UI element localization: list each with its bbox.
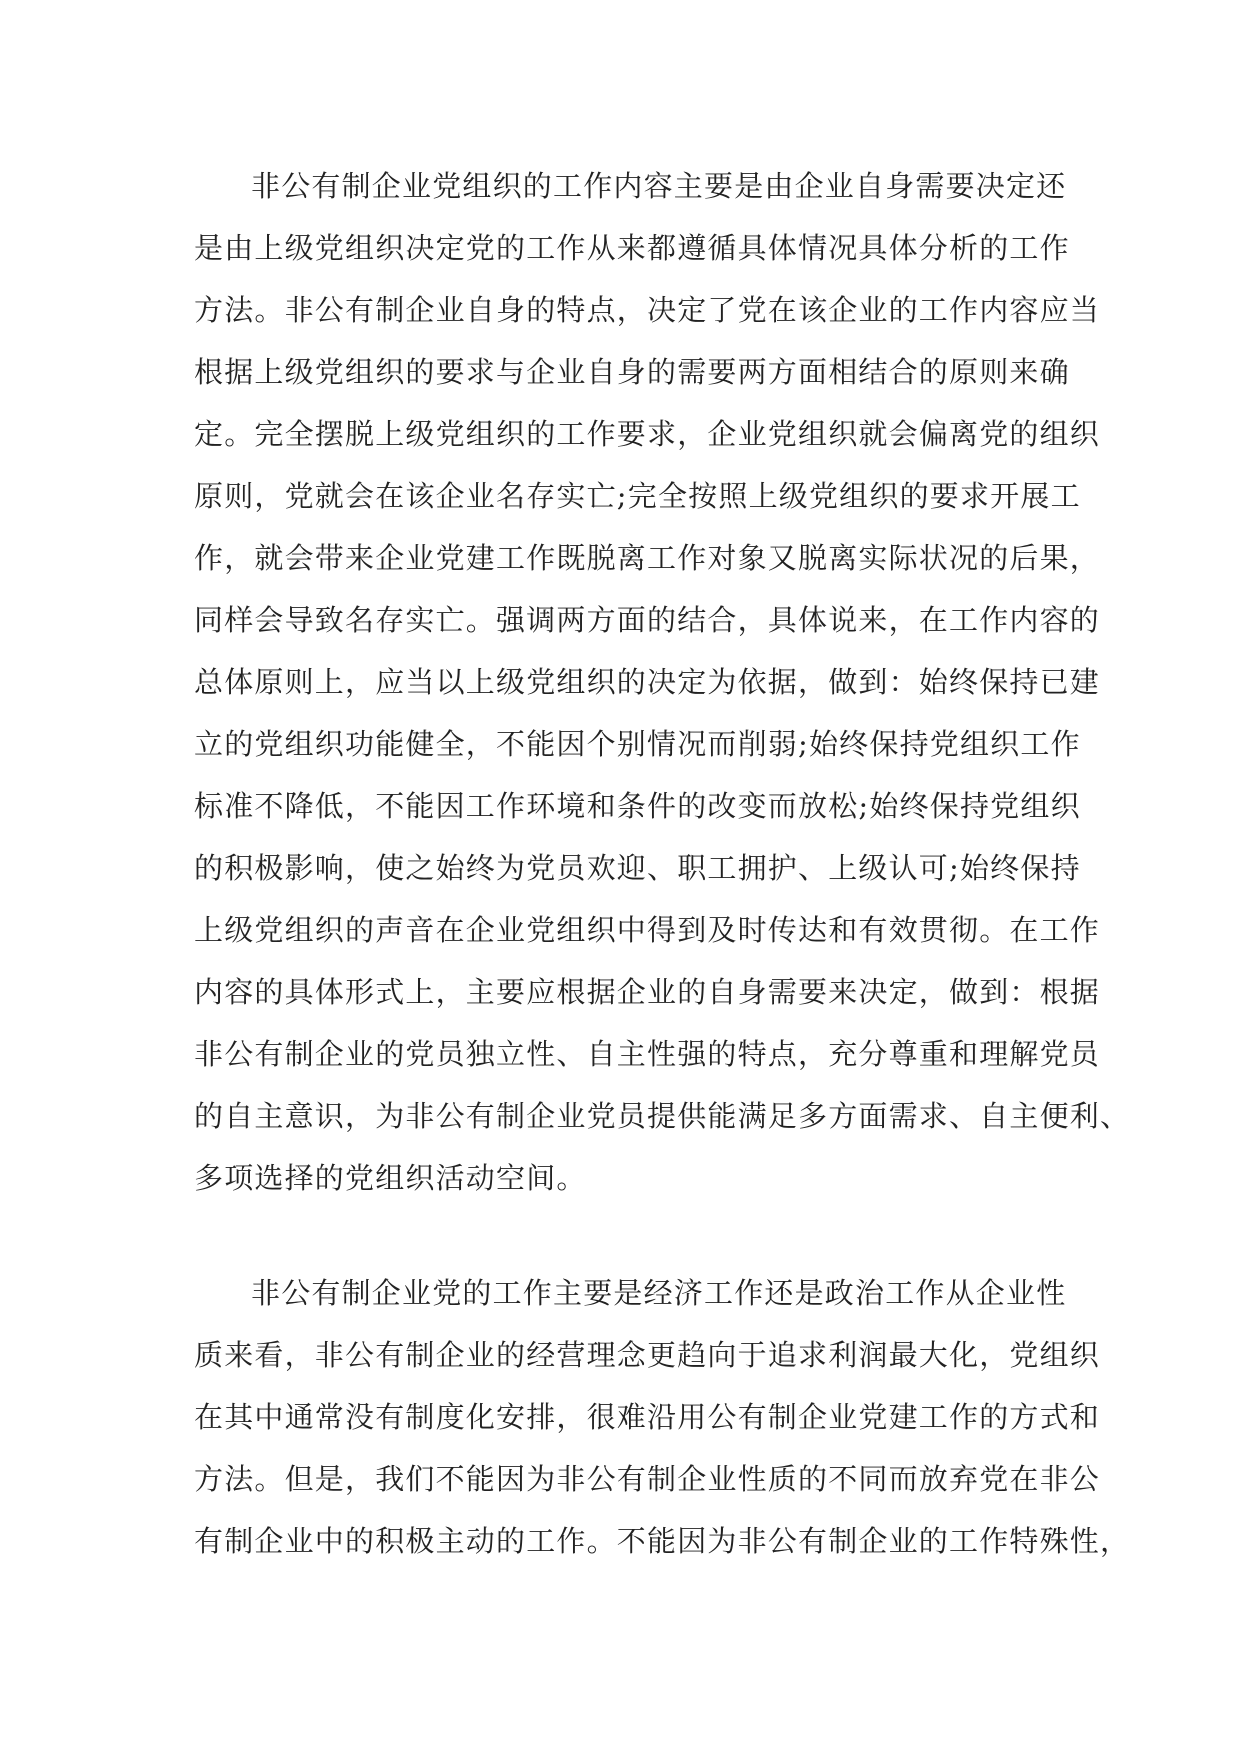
paragraph-2 bbox=[194, 1262, 1131, 1572]
text-line: 立的党组织功能健全，不能因个别情况而削弱;始终保持党组织工作 bbox=[194, 727, 1081, 761]
text-line: 非公有制企业党组织的工作内容主要是由企业自身需要决定还 bbox=[251, 169, 1067, 203]
text-line: 在其中通常没有制度化安排，很难沿用公有制企业党建工作的方式和 bbox=[194, 1400, 1101, 1434]
text-line: 上级党组织的声音在企业党组织中得到及时传达和有效贯彻。在工作 bbox=[194, 913, 1101, 947]
text-line: 非公有制企业党的工作主要是经济工作还是政治工作从企业性 bbox=[251, 1276, 1067, 1310]
document-body bbox=[194, 155, 1131, 1572]
text-line: 定。完全摆脱上级党组织的工作要求，企业党组织就会偏离党的组织 bbox=[194, 417, 1101, 451]
text-line: 内容的具体形式上，主要应根据企业的自身需要来决定，做到：根据 bbox=[194, 975, 1101, 1009]
text-line: 非公有制企业的党员独立性、自主性强的特点，充分尊重和理解党员 bbox=[194, 1037, 1101, 1071]
text-line: 是由上级党组织决定党的工作从来都遵循具体情况具体分析的工作 bbox=[194, 231, 1070, 265]
paragraph-1 bbox=[194, 155, 1131, 1209]
text-line: 根据上级党组织的要求与企业自身的需要两方面相结合的原则来确 bbox=[194, 355, 1070, 389]
text-line: 标准不降低，不能因工作环境和条件的改变而放松;始终保持党组织 bbox=[194, 789, 1081, 823]
text-line: 方法。但是，我们不能因为非公有制企业性质的不同而放弃党在非公 bbox=[194, 1462, 1101, 1496]
text-line: 作，就会带来企业党建工作既脱离工作对象又脱离实际状况的后果， bbox=[194, 541, 1101, 575]
text-line: 同样会导致名存实亡。强调两方面的结合，具体说来，在工作内容的 bbox=[194, 603, 1101, 637]
text-line: 的积极影响，使之始终为党员欢迎、职工拥护、上级认可;始终保持 bbox=[194, 851, 1081, 885]
text-line: 质来看，非公有制企业的经营理念更趋向于追求利润最大化，党组织 bbox=[194, 1338, 1101, 1372]
paragraph-spacer bbox=[194, 1209, 1056, 1262]
text-line: 有制企业中的积极主动的工作。不能因为非公有制企业的工作特殊性， bbox=[194, 1524, 1131, 1558]
text-line: 原则，党就会在该企业名存实亡;完全按照上级党组织的要求开展工 bbox=[194, 479, 1081, 513]
text-line: 多项选择的党组织活动空间。 bbox=[194, 1161, 587, 1195]
text-line: 的自主意识，为非公有制企业党员提供能满足多方面需求、自主便利、 bbox=[194, 1099, 1131, 1133]
text-line: 总体原则上，应当以上级党组织的决定为依据，做到：始终保持已建 bbox=[194, 665, 1101, 699]
text-line: 方法。非公有制企业自身的特点，决定了党在该企业的工作内容应当 bbox=[194, 293, 1101, 327]
